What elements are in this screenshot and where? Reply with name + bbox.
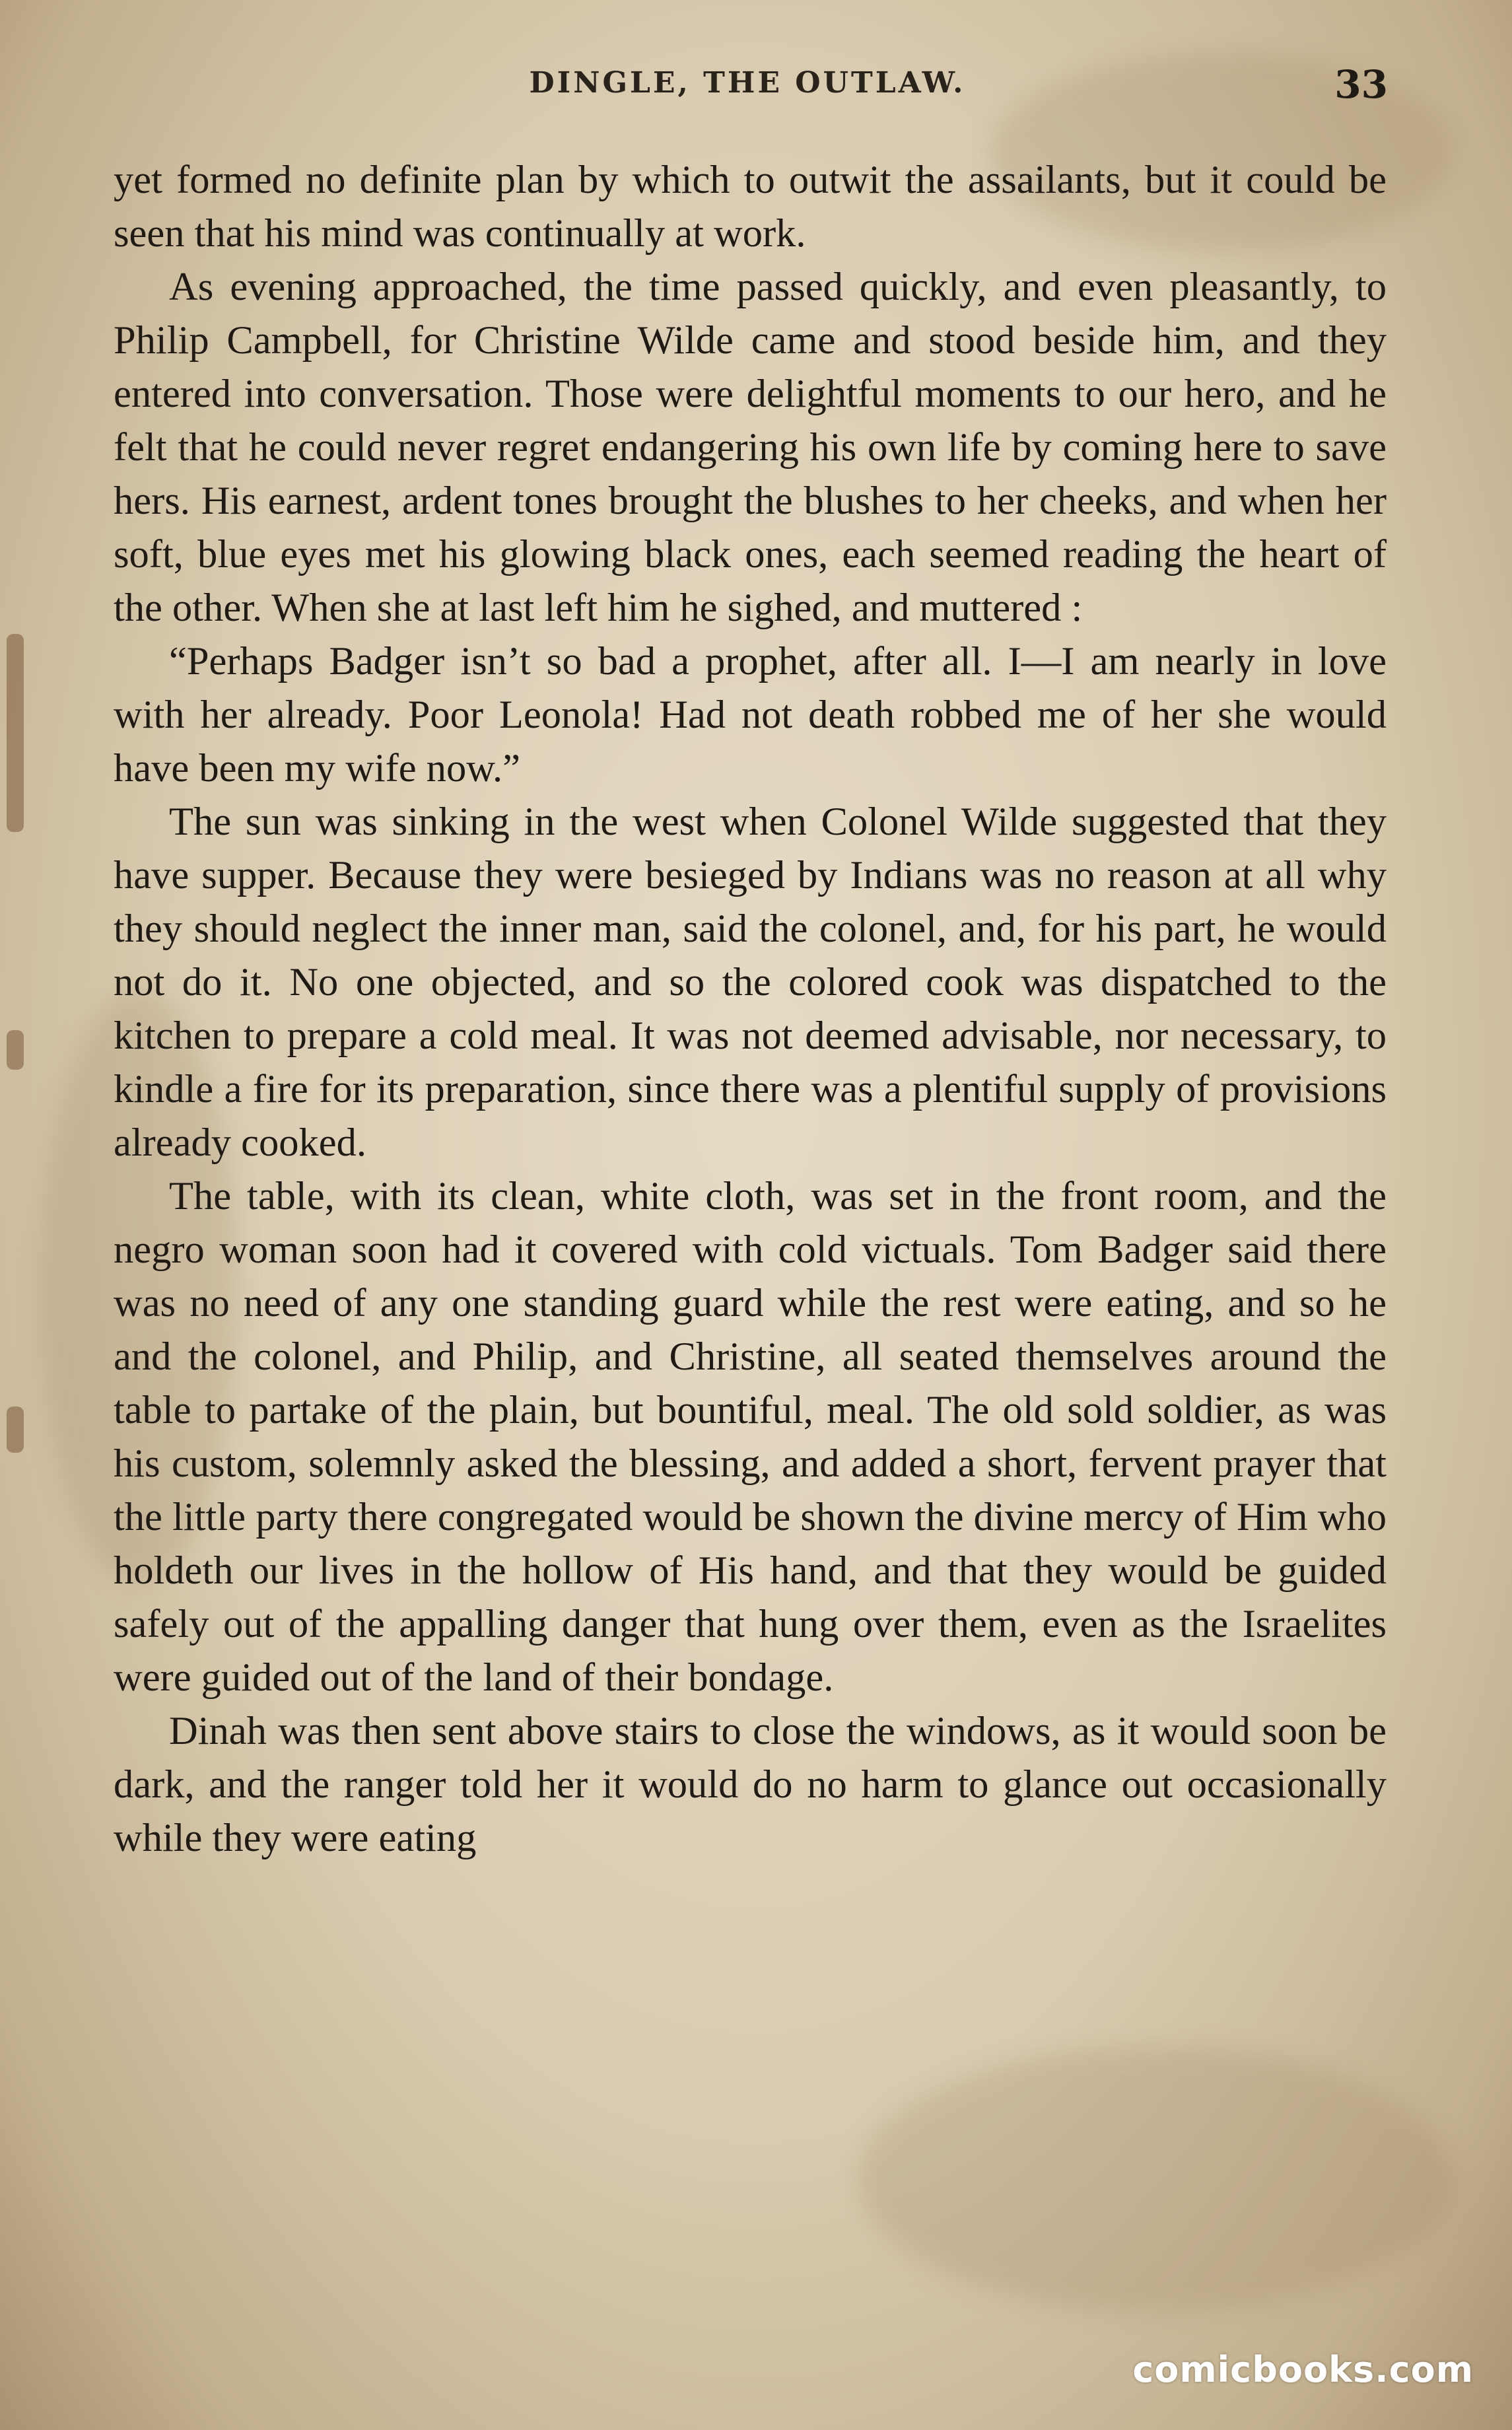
page-header (114, 62, 1388, 112)
paragraph: The table, with its clean, white cloth, was set in the front room, and the negro woman soon had it covered with cold victuals. Tom Badger said there was no need of any one standing guard while the rest were eating, and so he and the colonel, and Philip, and Christine, all seated themselves around the table to partake of the plain, but bountiful, meal. The old sold soldier, as was his custom, solemnly asked the blessing, and added a short, fervent prayer that the little party there congregated would be shown the divine mercy of Him who holdeth our lives in the hollow of His hand, and that they would be guided safely out of the appalling danger that hung over them, even as the Israelites were guided out of the land of their bondage. (114, 1174, 1387, 1700)
page-body (114, 153, 1387, 1865)
paragraph: As evening approached, the time passed quickly, and even pleasantly, to Philip Campbell, for Christine Wilde came and stood beside him, and they entered into conversation. Those were delightful moments to our hero, and he felt that he could never regret endangering his own life by coming here to save hers. His earnest, ardent tones brought the blushes to her cheeks, and when her soft, blue eyes met his glowing black ones, each seemed reading the heart of the other. When she at last left him he sighed, and muttered : (114, 265, 1387, 630)
paragraph: The sun was sinking in the west when Colonel Wilde suggested that they have supper. Because they were besieged by Indians was no reason at all why they should neglect the inner man, said the colonel, and, for his part, he would not do it. No one objected, and so the colored cook was dispatched to the kitchen to prepare a cold meal. It was not deemed advisable, nor necessary, to kindle a fire for its preparation, since there was a plentiful supply of provisions already cooked. (114, 800, 1387, 1165)
page-number: 33 (1334, 62, 1388, 107)
paragraph: Dinah was then sent above stairs to close the windows, as it would soon be dark, and the ranger told her it would do no harm to glance out occasionally while they were eating (114, 1709, 1387, 1860)
paragraph: “Perhaps Badger isn’t so bad a prophet, after all. I—I am nearly in love with her already. Poor Leonola! Had not death robbed me of her she would have been my wife now.” (114, 639, 1387, 790)
running-head: DINGLE, THE OUTLAW. (529, 66, 966, 100)
binding-mark (7, 634, 24, 832)
watermark: comicbooks.com (1132, 2349, 1474, 2390)
paper-stain (858, 2047, 1453, 2311)
binding-mark (7, 1406, 24, 1453)
binding-mark (7, 1030, 24, 1070)
paragraph: yet formed no definite plan by which to outwit the assailants, but it could be seen that his mind was continually at work. (114, 158, 1387, 256)
